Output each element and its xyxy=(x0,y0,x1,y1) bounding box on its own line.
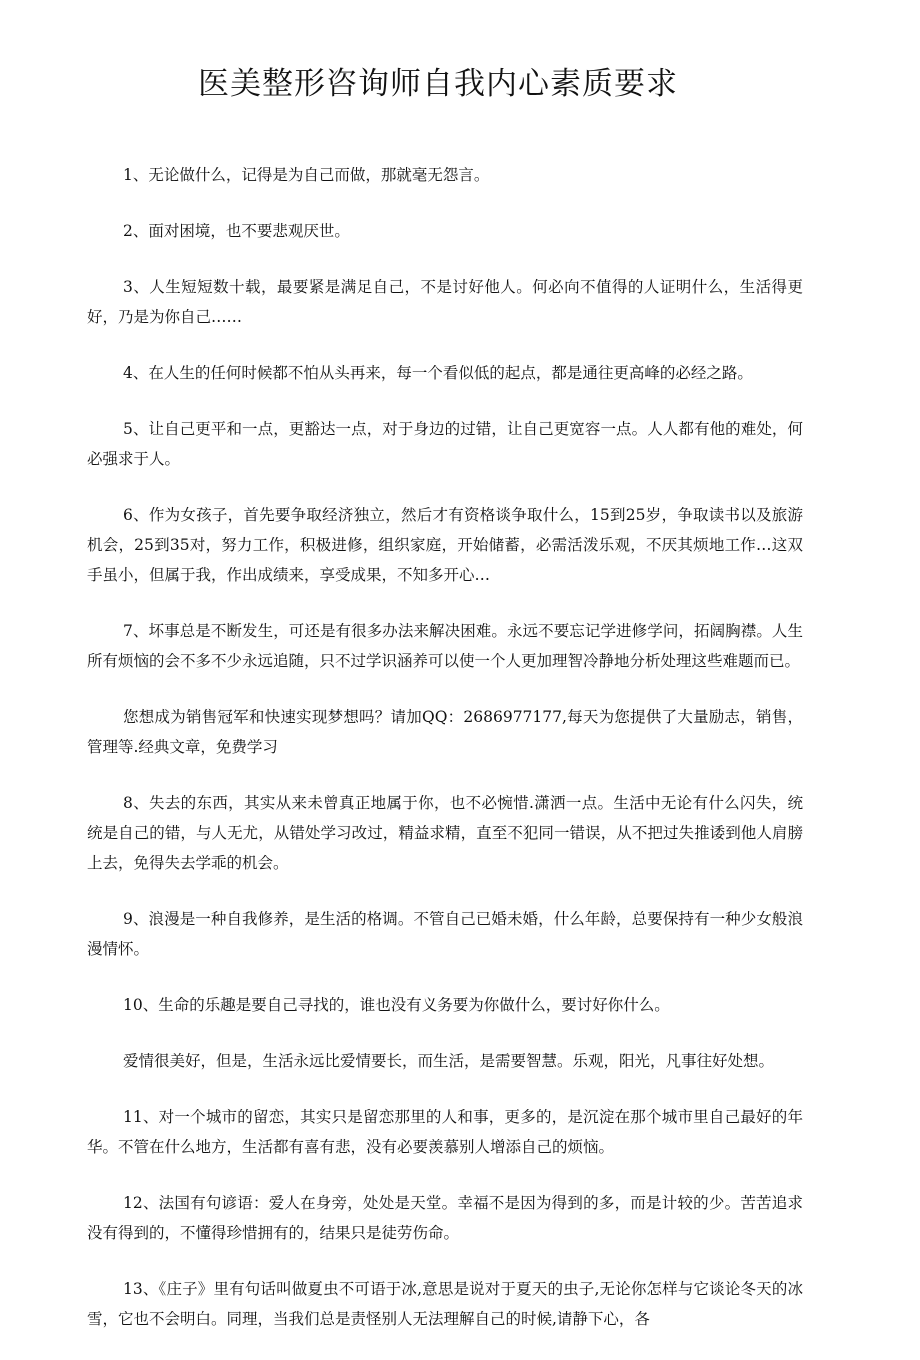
document-body xyxy=(87,160,803,1360)
document-title: 医美整形咨询师自我内心素质要求 xyxy=(198,66,678,102)
paragraph-6: 6、作为女孩子，首先要争取经济独立，然后才有资格谈争取什么，15到25岁，争取读书以及旅游机会，25到35对，努力工作，积极进修，组织家庭，开始储蓄，必需活泼乐观，不厌其烦地工作…这双手虽小，但属于我，作出成绩来，享受成果，不知多开心… xyxy=(87,506,803,584)
paragraph-2: 2、面对困境，也不要悲观厌世。 xyxy=(123,222,350,240)
paragraph-3: 3、人生短短数十载，最要紧是满足自己，不是讨好他人。何必向不值得的人证明什么，生活得更好，乃是为你自己…… xyxy=(87,278,803,326)
paragraph-10: 10、生命的乐趣是要自己寻找的，谁也没有义务要为你做什么，要讨好你什么。 xyxy=(123,996,670,1014)
paragraph-4: 4、在人生的任何时候都不怕从头再来，每一个看似低的起点，都是通往更高峰的必经之路。 xyxy=(123,364,753,382)
promo-paragraph: 您想成为销售冠军和快速实现梦想吗？请加QQ：2686977177,每天为您提供了大量励志，销售，管理等.经典文章，免费学习 xyxy=(87,708,803,756)
paragraph-7: 7、坏事总是不断发生，可还是有很多办法来解决困难。永远不要忘记学进修学问，拓阔胸襟。人生所有烦恼的会不多不少永远追随，只不过学识涵养可以使一个人更加理智冷静地分析处理这些难题而已。 xyxy=(87,622,803,670)
paragraph-11: 11、对一个城市的留恋，其实只是留恋那里的人和事，更多的，是沉淀在那个城市里自己最好的年华。不管在什么地方，生活都有喜有悲，没有必要羡慕别人增添自己的烦恼。 xyxy=(87,1108,803,1156)
paragraph-5: 5、让自己更平和一点，更豁达一点，对于身边的过错，让自己更宽容一点。人人都有他的难处，何必强求于人。 xyxy=(87,420,803,468)
paragraph-1: 1、无论做什么，记得是为自己而做，那就毫无怨言。 xyxy=(123,166,490,184)
paragraph-12: 12、法国有句谚语：爱人在身旁，处处是天堂。幸福不是因为得到的多，而是计较的少。苦苦追求没有得到的，不懂得珍惜拥有的，结果只是徒劳伤命。 xyxy=(87,1194,803,1242)
paragraph-9: 9、浪漫是一种自我修养，是生活的格调。不管自己已婚未婚，什么年龄，总要保持有一种少女般浪漫情怀。 xyxy=(87,910,803,958)
paragraph-8: 8、失去的东西，其实从来未曾真正地属于你，也不必惋惜.潇洒一点。生活中无论有什么闪失，统统是自己的错，与人无尤，从错处学习改过，精益求精，直至不犯同一错误，从不把过失推诿到他人肩膀上去，免得失去学乖的机会。 xyxy=(87,794,803,872)
paragraph-13: 13、《庄子》里有句话叫做夏虫不可语于冰,意思是说对于夏天的虫子,无论你怎样与它谈论冬天的冰雪，它也不会明白。同理，当我们总是责怪别人无法理解自己的时候,请静下心，各 xyxy=(87,1280,803,1328)
love-paragraph: 爱情很美好，但是，生活永远比爱情要长，而生活，是需要智慧。乐观，阳光，凡事往好处想。 xyxy=(123,1052,775,1070)
